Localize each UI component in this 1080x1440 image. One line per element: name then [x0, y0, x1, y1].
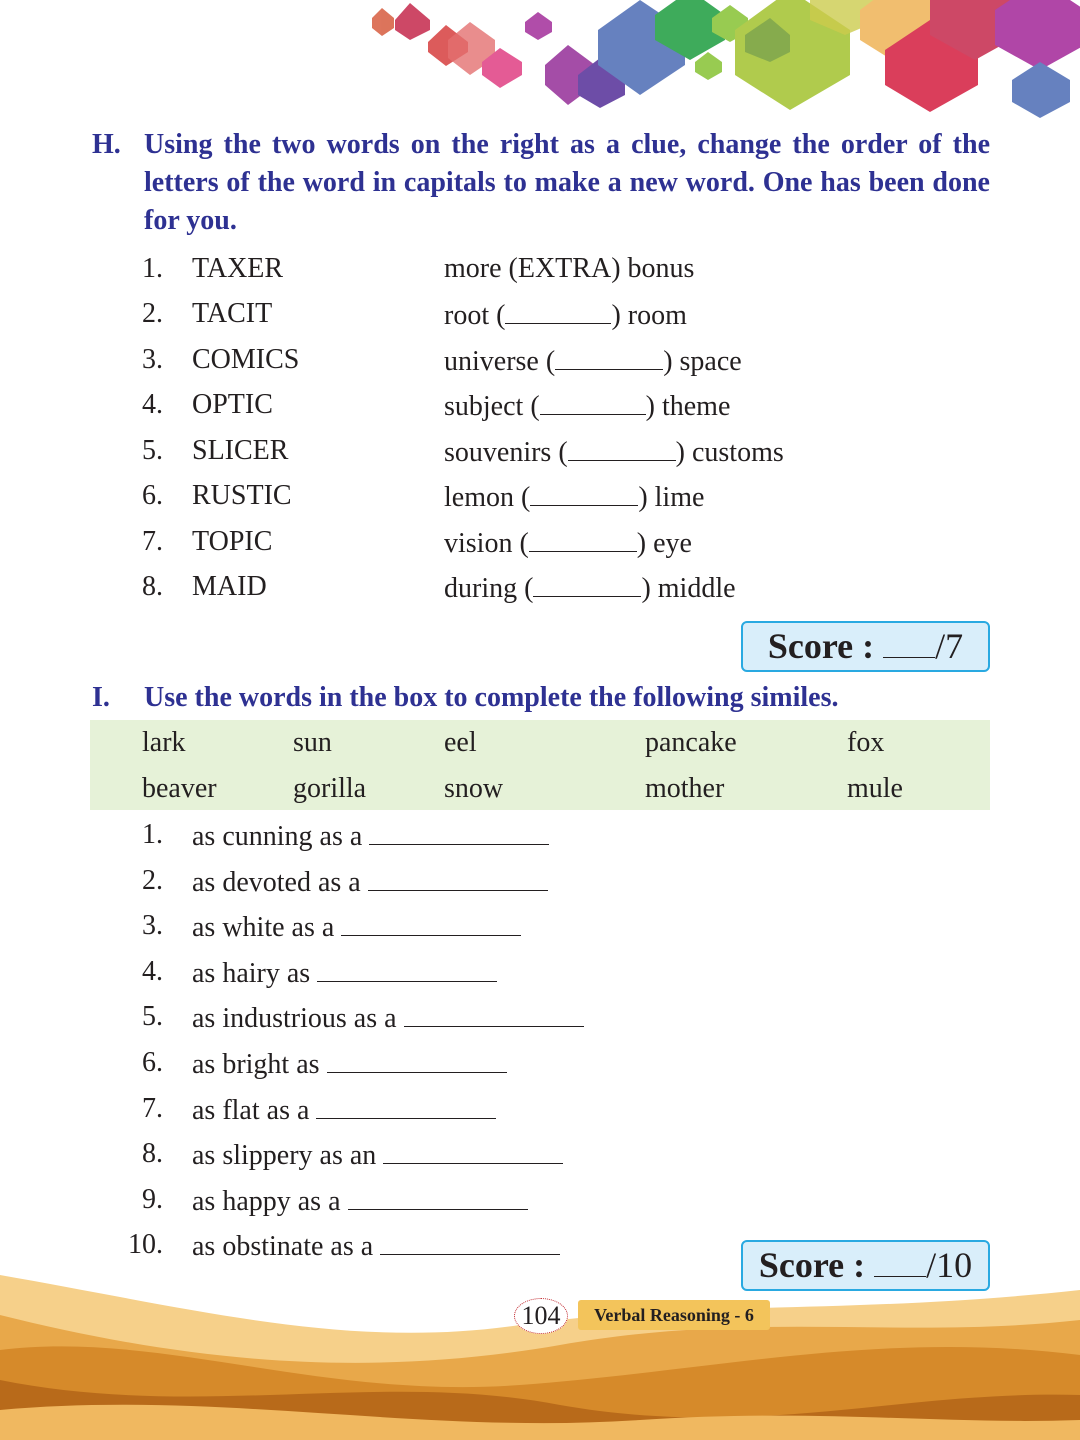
clue-right: customs: [691, 437, 784, 468]
simile-text: [192, 1092, 496, 1128]
word-box-item: beaver: [142, 773, 217, 804]
word-box-item: pancake: [645, 727, 737, 758]
item-number: 2.: [142, 865, 163, 896]
simile-blank[interactable]: [327, 1046, 507, 1073]
clue-left: souvenirs: [444, 437, 552, 468]
capital-word: SLICER: [192, 435, 289, 466]
word-box-item: snow: [444, 773, 504, 804]
clue: lemon ( ) lime: [444, 479, 704, 515]
word-box-item: lark: [142, 727, 186, 758]
score-box-h: [741, 621, 990, 672]
item-number: 7.: [142, 526, 163, 557]
score-label: Score :: [767, 626, 875, 666]
simile-blank[interactable]: [380, 1228, 560, 1255]
simile-phrase: as flat as a: [192, 1095, 310, 1126]
word-box-item: sun: [293, 727, 332, 758]
capital-word: RUSTIC: [192, 480, 292, 511]
section-i-instruction: Use the words in the box to complete the following similes.: [144, 682, 839, 713]
capital-word: OPTIC: [192, 389, 273, 420]
item-number: 5.: [142, 435, 163, 466]
word-box-item: fox: [847, 727, 885, 758]
section-i-letter: I.: [92, 682, 110, 713]
simile-blank[interactable]: [341, 909, 521, 936]
word-box-item: mother: [645, 773, 725, 804]
simile-phrase: as bright as: [192, 1049, 320, 1080]
clue: root ( ) room: [444, 297, 687, 333]
item-number: 3.: [142, 344, 163, 375]
item-number: 6.: [142, 1047, 163, 1078]
answer-blank[interactable]: [530, 479, 638, 506]
item-number: 9.: [142, 1184, 163, 1215]
answer-blank[interactable]: [529, 525, 637, 552]
item-number: 4.: [142, 389, 163, 420]
item-number: 1.: [142, 253, 163, 284]
simile-text: [192, 1000, 584, 1036]
item-number: 4.: [142, 956, 163, 987]
capital-word: TAXER: [192, 253, 284, 284]
section-h-heading: [92, 126, 990, 240]
clue-right: middle: [657, 573, 736, 604]
clue-right: eye: [653, 528, 692, 559]
word-box-item: eel: [444, 727, 477, 758]
clue-left: lemon: [444, 482, 514, 513]
book-title: Verbal Reasoning - 6: [578, 1300, 770, 1330]
simile-text: [192, 955, 497, 991]
clue-left: more: [444, 253, 502, 284]
item-number: 8.: [142, 571, 163, 602]
answer-blank[interactable]: [555, 343, 663, 370]
word-box-item: mule: [847, 773, 903, 804]
simile-blank[interactable]: [317, 955, 497, 982]
item-number: 10.: [128, 1229, 163, 1260]
clue-left: vision: [444, 528, 513, 559]
simile-phrase: as white as a: [192, 912, 335, 943]
clue: more (EXTRA) bonus: [444, 253, 695, 284]
answer: EXTRA: [517, 253, 612, 284]
simile-text: [192, 1228, 560, 1264]
clue: during ( ) middle: [444, 570, 736, 606]
word-box-item: gorilla: [293, 773, 367, 804]
simile-phrase: as happy as a: [192, 1186, 341, 1217]
capital-word: TOPIC: [192, 526, 273, 557]
wave-decoration: [0, 1270, 1080, 1440]
clue-left: subject: [444, 391, 524, 422]
capital-word: TACIT: [192, 298, 273, 329]
hexagon-decoration: [0, 0, 1080, 125]
simile-phrase: as industrious as a: [192, 1003, 397, 1034]
simile-blank[interactable]: [383, 1137, 563, 1164]
simile-blank[interactable]: [368, 864, 548, 891]
clue: universe ( ) space: [444, 343, 742, 379]
capital-word: MAID: [192, 571, 267, 602]
clue-right: room: [627, 300, 687, 331]
simile-phrase: as slippery as an: [192, 1140, 377, 1171]
clue: vision ( ) eye: [444, 525, 692, 561]
simile-phrase: as devoted as a: [192, 867, 361, 898]
item-number: 6.: [142, 480, 163, 511]
item-number: 8.: [142, 1138, 163, 1169]
word-box: [90, 720, 990, 810]
simile-blank[interactable]: [348, 1183, 528, 1210]
clue-right: space: [679, 346, 742, 377]
simile-blank[interactable]: [316, 1092, 496, 1119]
simile-phrase: as obstinate as a: [192, 1231, 374, 1262]
item-number: 1.: [142, 819, 163, 850]
page-number: 104: [514, 1298, 568, 1334]
section-h-instruction: Using the two words on the right as a clue, change the order of the letters of the word in capitals to make a new word. One has been done for you.: [144, 129, 990, 236]
simile-phrase: as cunning as a: [192, 821, 363, 852]
item-number: 7.: [142, 1093, 163, 1124]
clue: subject ( ) theme: [444, 388, 730, 424]
item-number: 5.: [142, 1001, 163, 1032]
clue-left: root: [444, 300, 490, 331]
simile-text: [192, 909, 521, 945]
clue: souvenirs ( ) customs: [444, 434, 784, 470]
clue-left: universe: [444, 346, 539, 377]
clue-right: theme: [661, 391, 731, 422]
simile-blank[interactable]: [369, 818, 549, 845]
score-label: Score :: [758, 1245, 866, 1285]
clue-right: bonus: [627, 253, 695, 284]
score-blank[interactable]: [883, 629, 935, 658]
simile-text: [192, 1183, 528, 1219]
answer-blank[interactable]: [540, 388, 646, 415]
item-number: 2.: [142, 298, 163, 329]
simile-text: [192, 1137, 563, 1173]
simile-text: [192, 864, 548, 900]
clue-right: lime: [654, 482, 705, 513]
simile-blank[interactable]: [404, 1000, 584, 1027]
score-total: /10: [926, 1245, 973, 1285]
simile-text: [192, 818, 549, 854]
clue-left: during: [444, 573, 518, 604]
item-number: 3.: [142, 910, 163, 941]
section-i-heading: [92, 679, 990, 717]
score-total: /7: [935, 626, 964, 666]
capital-word: COMICS: [192, 344, 300, 375]
simile-phrase: as hairy as: [192, 958, 311, 989]
answer-blank[interactable]: [568, 434, 676, 461]
answer-blank[interactable]: [505, 297, 611, 324]
answer-blank[interactable]: [533, 570, 641, 597]
section-h-letter: H.: [92, 129, 121, 160]
simile-text: [192, 1046, 507, 1082]
